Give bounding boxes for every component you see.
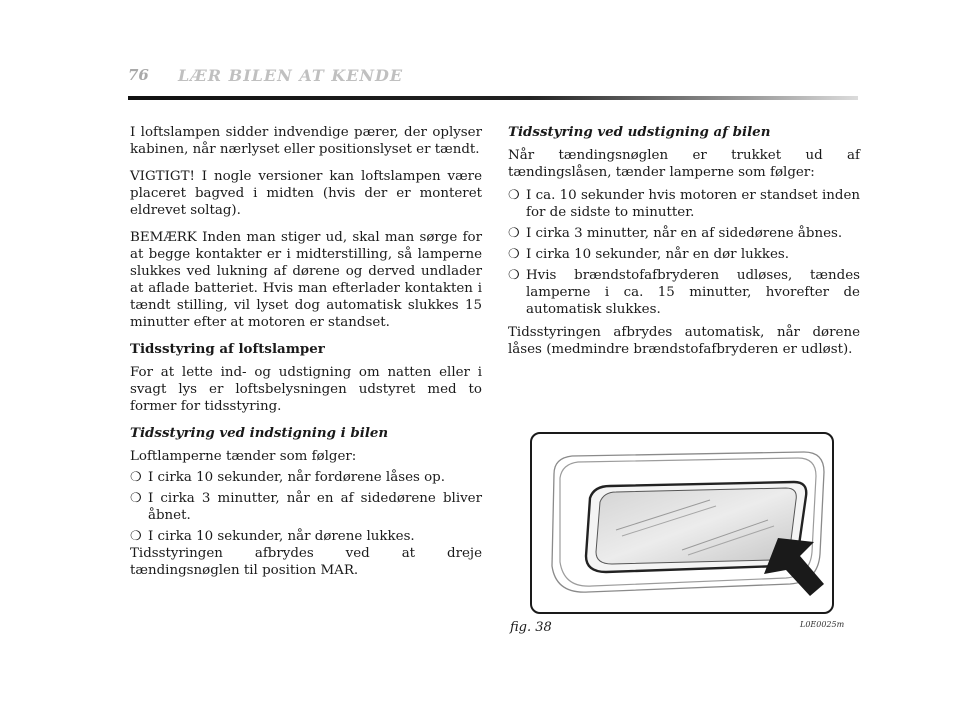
exit-bullet-list (508, 187, 860, 318)
entry-cancel-note: Tidsstyringen afbrydes ved at dreje tændingsnøglen til position MAR. (130, 546, 482, 578)
right-column (508, 124, 860, 368)
exit-cancel-note: Tidsstyringen afbrydes automatisk, når dørene låses (medmindre brændstofafbryderen er udløst). (508, 325, 860, 357)
list-item: ❍ I ca. 10 sekunder hvis motoren er standset inden for de sidste to minutter. (508, 188, 860, 220)
exit-intro: Når tændingsnøglen er trukket ud af tændingslåsen, tænder lamperne som følger: (508, 148, 860, 180)
remark-paragraph: BEMÆRK Inden man stiger ud, skal man sørge for at begge kontakter er i midterstilling, så lamperne slukkes ved lukning af dørene og derved undlader at aflade batteriet. Hvis man efterlader kontakten i tændt stilling, vil lyset dog automatisk slukkes 15 minutter efter at motoren er standset. (130, 230, 482, 330)
figure-code: L0E0025m (800, 620, 845, 629)
bullet-icon: ❍ (508, 247, 520, 262)
list-item: ❍ Hvis brændstofafbryderen udløses, tændes lamperne i ca. 15 minutter, hvorefter de automatisk slukkes. (508, 268, 860, 317)
ceiling-lamp-illustration (530, 432, 834, 614)
important-note: VIGTIGT! I nogle versioner kan loftslampen være placeret bagved i midten (hvis der er monteret eldrevet soltag). (130, 169, 482, 218)
bullet-icon: ❍ (130, 529, 142, 544)
bullet-icon: ❍ (130, 470, 142, 485)
section-title: LÆR BILEN AT KENDE (178, 66, 404, 85)
left-column (130, 124, 482, 589)
timing-intro: For at lette ind- og udstigning om natten eller i svagt lys er loftsbelysningen udstyret med to former for tidsstyring. (130, 365, 482, 414)
bullet-icon: ❍ (508, 188, 520, 203)
list-item: ❍ I cirka 3 minutter, når en af sidedørene bliver åbnet. (130, 491, 482, 523)
list-item: ❍ I cirka 10 sekunder, når fordørene låses op. (130, 470, 446, 485)
timing-heading: Tidsstyring af loftslamper (130, 341, 325, 357)
bullet-icon: ❍ (508, 268, 520, 283)
list-item: ❍ I cirka 10 sekunder, når en dør lukkes. (508, 247, 790, 262)
list-item: ❍ I cirka 3 minutter, når en af sidedørene åbnes. (508, 226, 843, 241)
list-item: ❍ I cirka 10 sekunder, når dørene lukkes. (130, 529, 415, 544)
entry-bullet-list (130, 469, 482, 545)
entry-intro: Loftlamperne tænder som følger: (130, 449, 357, 464)
header-rule (128, 96, 858, 100)
page-number: 76 (128, 66, 149, 84)
bullet-icon: ❍ (508, 226, 520, 241)
page-header (128, 64, 858, 104)
figure-label: fig. 38 (510, 620, 552, 635)
exit-subheading: Tidsstyring ved udstigning af bilen (508, 124, 771, 140)
entry-subheading: Tidsstyring ved indstigning i bilen (130, 425, 389, 441)
intro-paragraph: I loftslampen sidder indvendige pærer, der oplyser kabinen, når nærlyset eller positionslyset er tændt. (130, 125, 482, 157)
ceiling-lamp-drawing (532, 434, 832, 612)
bullet-icon: ❍ (130, 491, 142, 506)
